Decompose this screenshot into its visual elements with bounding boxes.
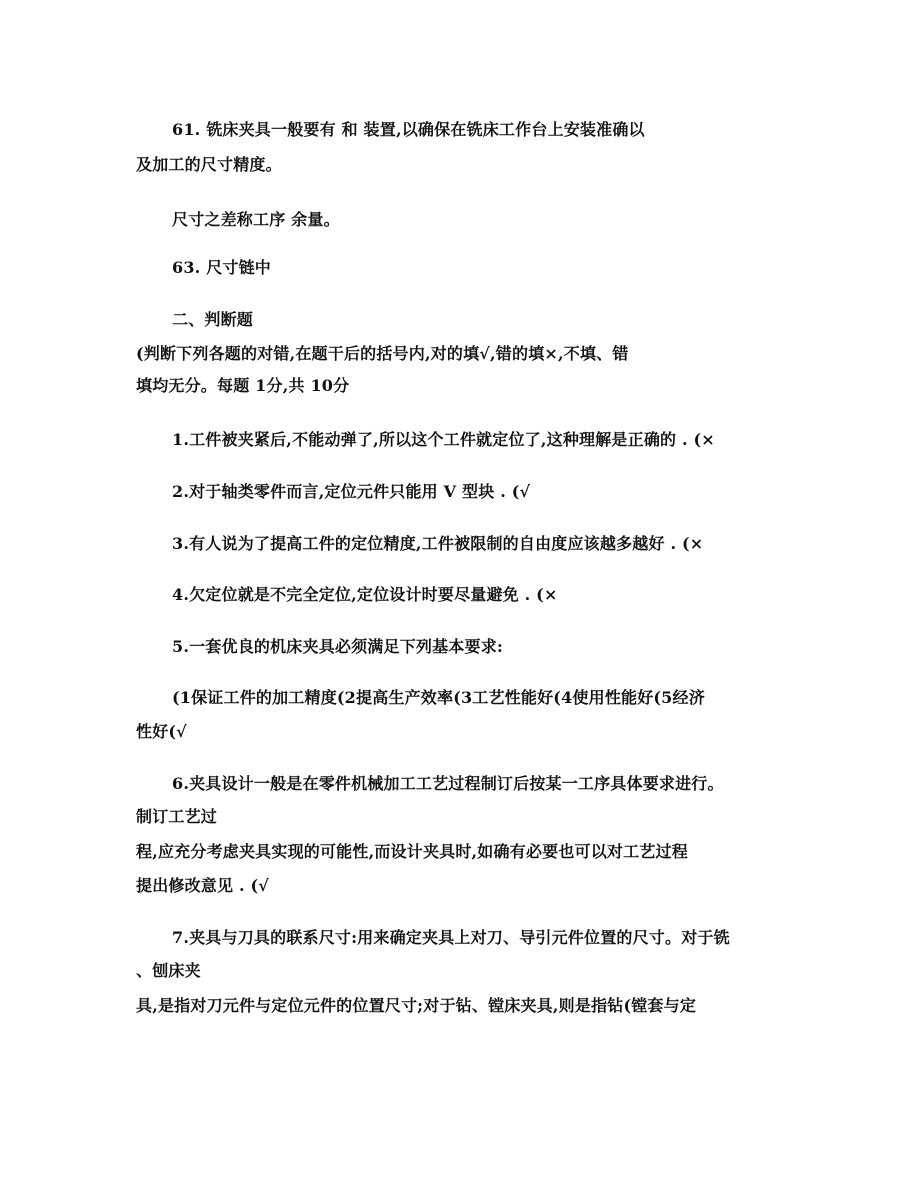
item-5-text: 5.一套优良的机床夹具必须满足下列基本要求: [172, 637, 504, 656]
question-61-line-1: 61. 铣床夹具一般要有 和 装置,以确保在铣床工作台上安装准确以 [172, 120, 645, 139]
item-6-line-1: 6.夹具设计一般是在零件机械加工工艺过程制订后按某一工序具体要求进行。 [172, 774, 724, 793]
instructions-line-2: 填均无分。每题 1分,共 10分 [136, 376, 350, 395]
item-5-requirements-line-1: (1保证工件的加工精度(2提高生产效率(3工艺性能好(4使用性能好(5经济 [172, 688, 705, 707]
section-heading-true-false: 二、判断题 [172, 310, 254, 329]
instructions-line-1: (判断下列各题的对错,在题干后的括号内,对的填√,错的填×,不填、错 [136, 344, 629, 363]
question-61-line-2: 及加工的尺寸精度。 [136, 155, 282, 174]
item-6-line-2: 制订工艺过 [136, 807, 218, 826]
item-4-text: 4.欠定位就是不完全定位,定位设计时要尽量避免 . (× [172, 585, 558, 604]
item-7-line-1: 7.夹具与刀具的联系尺寸:用来确定夹具上对刀、导引元件位置的尺寸。对于铣 [172, 928, 730, 947]
item-6-line-3: 程,应充分考虑夹具实现的可能性,而设计夹具时,如确有必要也可以对工艺过程 [136, 842, 688, 861]
item-2-text: 2.对于轴类零件而言,定位元件只能用 V 型块 . (√ [172, 482, 531, 501]
item-5-requirements-line-2: 性好(√ [136, 722, 187, 741]
item-3-text: 3.有人说为了提高工件的定位精度,工件被限制的自由度应该越多越好 . (× [172, 534, 704, 553]
question-63-text: 63. 尺寸链中 [172, 258, 272, 277]
item-7-line-2: 、刨床夹 [136, 961, 201, 980]
item-1-text: 1.工件被夹紧后,不能动弹了,所以这个工件就定位了,这种理解是正确的 . (× [172, 430, 715, 449]
item-7-line-3: 具,是指对刀元件与定位元件的位置尺寸;对于钻、镗床夹具,则是指钻(镗套与定 [136, 996, 697, 1015]
question-62-text: 尺寸之差称工序 余量。 [172, 210, 340, 229]
item-6-line-4: 提出修改意见 . (√ [136, 876, 269, 895]
